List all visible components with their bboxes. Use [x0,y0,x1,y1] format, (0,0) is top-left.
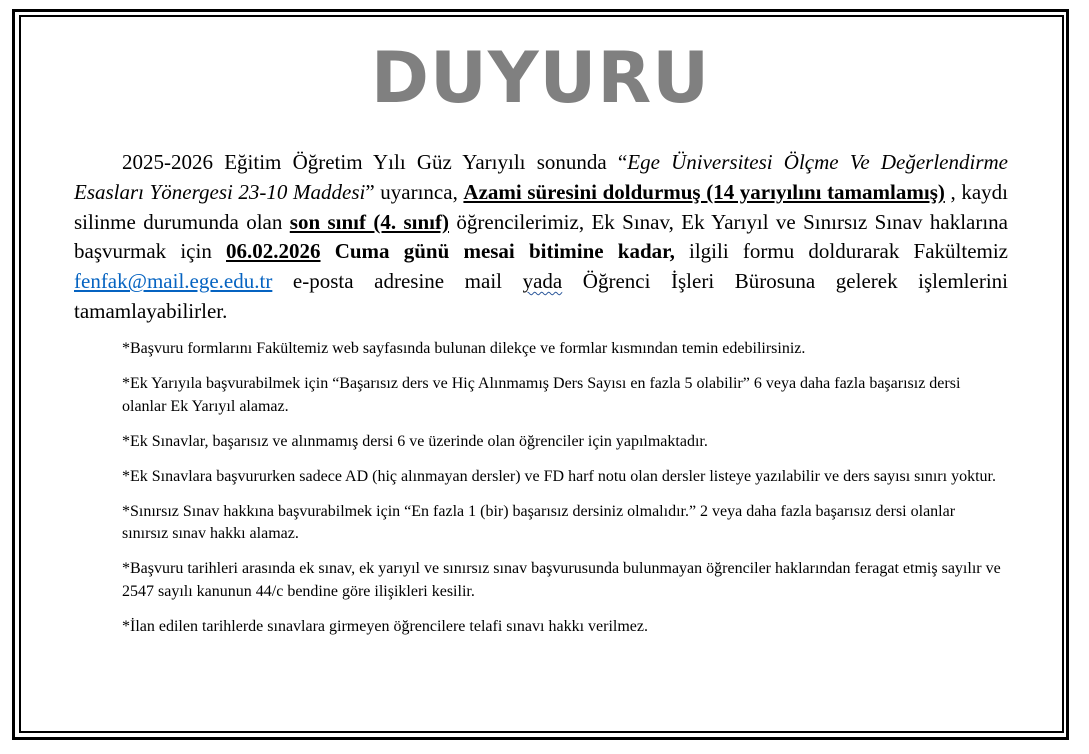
note-item: *Başvuru tarihleri arasında ek sınav, ek yarıyıl ve sınırsız sınav başvurusunda bulunmayan öğrenciler haklarından feragat etmiş sayılır ve 2547 sayılı kanunun 44/c bendine göre ilişikleri kesilir. [122,560,1001,600]
note-item: *Sınırsız Sınav hakkına başvurabilmek için “En fazla 1 (bir) başarısız dersiniz olmalıdır.” 2 veya daha fazla başarısız dersi olanlar sınırsız sınav hakkı alamaz. [122,502,956,542]
notes-list [122,338,1002,651]
text-segment: e-posta adresine mail [272,269,523,294]
page-title: DUYURU [370,37,711,119]
deadline-time: Cuma günü mesai bitimine kadar, [320,239,675,264]
spellcheck-word: yada [522,269,563,294]
deadline-date: 06.02.2026 [226,239,321,264]
note-item: *İlan edilen tarihlerde sınavlara girmeyen öğrencilere telafi sınavı hakkı verilmez. [122,617,648,635]
regulation-name: Ege Üniversitesi Ölçme Ve Değerlendirme Esasları Yönergesi 23-10 Maddesi [74,150,1008,204]
note-item: *Ek Sınavlar, başarısız ve alınmamış dersi 6 ve üzerinde olan öğrenciler için yapılmaktadır. [122,432,708,450]
text-segment: ilgili formu doldurarak Fakültemiz [674,239,1009,264]
announcement-paragraph [74,148,1008,327]
eligibility-condition: Azami süresini doldurmuş (14 yarıyılını tamamlamış) [463,179,945,204]
note-item: *Ek Yarıyıla başvurabilmek için “Başarısız ders ve Hiç Alınmamış Ders Sayısı en fazla 5 olabilir” 6 veya daha fazla başarısız dersi olanlar Ek Yarıyıl alamaz. [122,375,961,415]
text-segment: ” uyarınca, [365,179,464,204]
note-item: *Ek Sınavlara başvururken sadece AD (hiç alınmayan dersler) ve FD harf notu olan dersler listeye yazılabilir ve ders sayısı sınırı yoktur. [122,467,996,485]
text-segment: , kaydı silinme durumunda olan [74,179,1008,234]
note-item: *Başvuru formlarını Fakültemiz web sayfasında bulunan dilekçe ve formlar kısmından temin edebilirsiniz. [122,340,806,357]
email-link[interactable]: fenfak@mail.ege.edu.tr [74,269,273,294]
text-segment: öğrencilerimiz, Ek Sınav, Ek Yarıyıl ve Sınırsız Sınav haklarına başvurmak için [74,209,1008,264]
text-segment: 2025-2026 Eğitim Öğretim Yılı Güz Yarıyılı sonunda “ [122,150,628,174]
text-segment: Öğrenci İşleri Bürosuna gelerek işlemlerini tamamlayabilirler. [74,269,1008,323]
student-class: son sınıf (4. sınıf) [289,209,450,234]
